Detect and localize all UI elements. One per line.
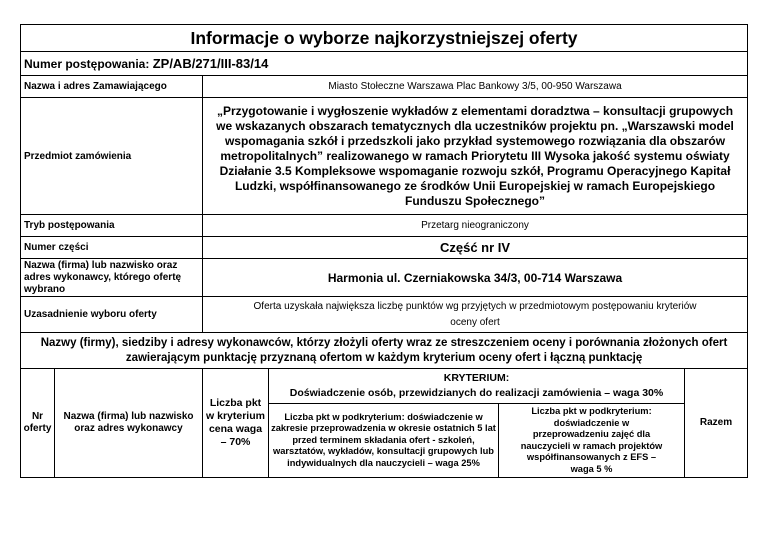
- subject-value: „Przygotowanie i wygłoszenie wykładów z elementami doradztwa – konsultacji grupowych we wskazanych obszarach tematycznych dla uczestników projektu pn. „Warszawski model wspomagania szkół i przedszkoli jako przykład systemowego rozwiązania dla obszarów metropolitalnych” realizowanego w ramach Priorytetu III Wysoka jakość systemu oświaty Działanie 3.5 Kompleksowe wspomaganie rozwoju szkół, Programu Operacyjnego Kapitał Ludzki, współfinansowanego ze środków Unii Europejskiej w ramach Europejskiego Funduszu Społecznego”: [203, 98, 748, 215]
- proceeding-number-row: [21, 52, 748, 76]
- winner-label: Nazwa (firma) lub nazwisko oraz adres wykonawcy, którego ofertę wybrano: [21, 259, 203, 297]
- criterion-description: Doświadczenie osób, przewidzianych do realizacji zamówienia – waga 30%: [289, 387, 664, 399]
- contracting-authority-label: Nazwa i adres Zamawiającego: [21, 76, 203, 98]
- column-offer-number: Nr oferty: [21, 369, 55, 478]
- criterion-title: KRYTERIUM:: [443, 372, 510, 384]
- offer-selection-table: [20, 24, 748, 478]
- procedure-value: Przetarg nieograniczony: [203, 215, 748, 237]
- offer-selection-document: [20, 24, 747, 478]
- contracting-authority-value: Miasto Stołeczne Warszawa Plac Bankowy 3/5, 00-950 Warszawa: [203, 76, 748, 98]
- proceeding-number-label: Numer postępowania:: [24, 57, 150, 71]
- subject-label: Przedmiot zamówienia: [21, 98, 203, 215]
- justification-label: Uzasadnienie wyboru oferty: [21, 297, 203, 333]
- column-subcriterion-efs: Liczba pkt w podkryterium: doświadczenie w przeprowadzeniu zajęć dla nauczycieli w ramach projektów współfinansowanych z EFS – waga 5 %: [499, 404, 685, 478]
- offers-list-header: Nazwy (firmy), siedziby i adresy wykonawców, którzy złożyli oferty wraz ze streszczeniem oceny i porównania złożonych ofert zawierającym punktację przyznaną ofertom w każdym kryterium oceny ofert i łączną punktację: [21, 333, 748, 369]
- column-total: Razem: [685, 369, 748, 478]
- column-price-points: Liczba pkt w kryterium cena waga – 70%: [203, 369, 269, 478]
- part-number-value: Część nr IV: [203, 237, 748, 259]
- document-title: Informacje o wyborze najkorzystniejszej oferty: [21, 25, 748, 52]
- proceeding-number-value: ZP/AB/271/III-83/14: [152, 56, 269, 71]
- justification-value: Oferta uzyskała największa liczbę punktów wg przyjętych w przedmiotowym postępowaniu kryteriów oceny ofert: [203, 297, 748, 333]
- winner-value: Harmonia ul. Czerniakowska 34/3, 00-714 Warszawa: [203, 259, 748, 297]
- part-number-label: Numer części: [21, 237, 203, 259]
- criterion-header: [269, 369, 685, 404]
- procedure-label: Tryb postępowania: [21, 215, 203, 237]
- column-contractor-name: Nazwa (firma) lub nazwisko oraz adres wykonawcy: [55, 369, 203, 478]
- column-subcriterion-experience: Liczba pkt w podkryterium: doświadczenie w zakresie przeprowadzenia w okresie ostatnich 5 lat przed terminem składania ofert - szkoleń, warsztatów, wykładów, konsultacji grupowych lub indywidualnych dla nauczycieli – waga 25%: [269, 404, 499, 478]
